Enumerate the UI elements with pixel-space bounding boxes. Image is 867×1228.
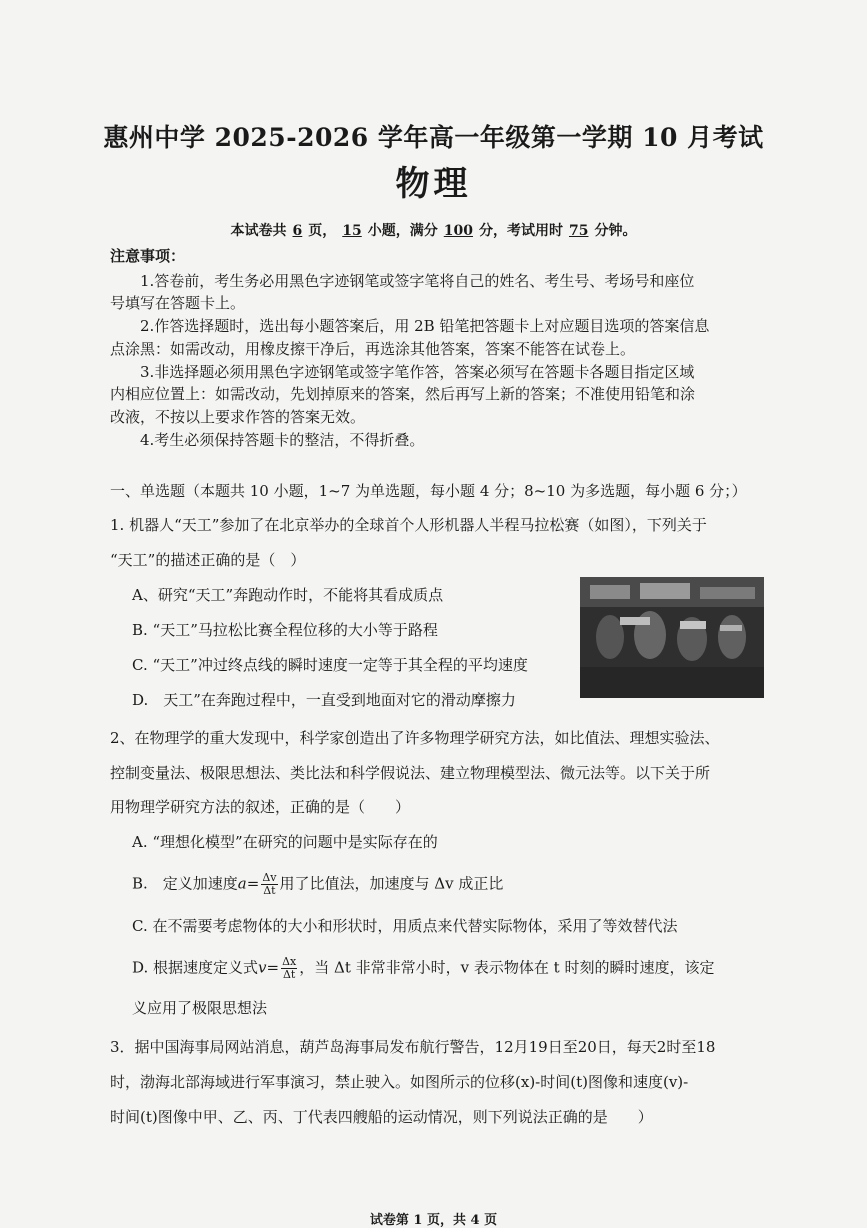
q1-stem: 1. 机器人“天工”参加了在北京举办的全球首个人形机器人半程马拉松赛（如图），下列关于	[110, 516, 707, 534]
q2-option-b: B. 定义加速度a= $\frac{\Delta v}{\Delta t}$ 用了比值法，加速度与 Δv 成正比	[132, 871, 504, 897]
q1-stem-cont: “天工”的描述正确的是（ ）	[110, 551, 306, 569]
note-2-cont: 点涂黑：如需改动，用橡皮擦干净后，再选涂其他答案，答案不能答在试卷上。	[110, 340, 636, 358]
q3-stem-cont2: 时间(t)图像中甲、乙、丙、丁代表四艘船的运动情况，则下列说法正确的是 ）	[110, 1108, 653, 1126]
q2-option-c: C. 在不需要考虑物体的大小和形状时，用质点来代替实际物体，采用了等效替代法	[132, 917, 678, 935]
q2-stem-cont2: 用物理学研究方法的叙述，正确的是（ ）	[110, 798, 411, 816]
fraction-dx-dt: $\frac{\Delta x}{\Delta t}$	[282, 955, 297, 981]
q2-option-d: D. 根据速度定义式v= $\frac{\Delta x}{\Delta t}$ ，当 Δt 非常非常小时，v 表示物体在 t 时刻的瞬时速度，该定	[132, 955, 715, 981]
note-3: 3.非选择题必须用黑色字迹钢笔或签字笔作答，答案必须写在答题卡各题目指定区域	[140, 363, 695, 381]
marathon-photo	[580, 577, 764, 698]
section-heading: 一、单选题（本题共 10 小题，1~7 为单选题，每小题 4 分；8~10 为多选题，每小题 6 分；）	[110, 482, 747, 500]
exam-title: 惠州中学 2025-2026 学年高一年级第一学期 10 月考试	[103, 123, 764, 152]
q2-stem: 2、在物理学的重大发现中，科学家创造出了许多物理学研究方法，如比值法、理想实验法、	[110, 729, 720, 747]
q2-option-d-cont: 义应用了极限思想法	[132, 999, 268, 1017]
exam-minutes: 75	[568, 223, 589, 239]
q1-option-c: C. “天工”冲过终点线的瞬时速度一定等于其全程的平均速度	[132, 656, 528, 674]
note-4: 4.考生必须保持答题卡的整洁，不得折叠。	[140, 431, 425, 449]
q2-stem-cont: 控制变量法、极限思想法、类比法和科学假说法、建立物理模型法、微元法等。以下关于所	[110, 764, 711, 782]
q1-option-d: D. 天工”在奔跑过程中，一直受到地面对它的滑动摩擦力	[132, 691, 516, 709]
fraction-dv-dt: $\frac{\Delta v}{\Delta t}$	[262, 871, 277, 897]
subject-title: 物理	[395, 164, 472, 204]
page-count: 6	[292, 223, 303, 239]
exam-meta: 本试卷共 6 页， 15 小题，满分 100 分，考试用时 75 分钟。	[230, 223, 637, 239]
note-3-cont2: 改液，不按以上要求作答的答案无效。	[110, 408, 366, 426]
question-count: 15	[342, 223, 362, 239]
q3-stem-cont: 时，渤海北部海域进行军事演习，禁止驶入。如图所示的位移(x)-时间(t)图像和速度(v)-	[110, 1073, 689, 1091]
note-1-cont: 号填写在答题卡上。	[110, 294, 246, 312]
marathon-photo-graphic	[580, 577, 764, 698]
note-1: 1.答卷前，考生务必用黑色字迹钢笔或签字笔将自己的姓名、考生号、考场号和座位	[140, 272, 695, 290]
q2-option-a: A. “理想化模型”在研究的问题中是实际存在的	[132, 833, 438, 851]
q3-stem: 3．据中国海事局网站消息，葫芦岛海事局发布航行警告，12月19日至20日，每天2时至18	[110, 1038, 716, 1056]
note-2: 2.作答选择题时，选出每小题答案后，用 2B 铅笔把答题卡上对应题目选项的答案信息	[140, 317, 710, 335]
page-footer: 试卷第 1 页，共 4 页	[369, 1213, 498, 1228]
note-3-cont: 内相应位置上：如需改动，先划掉原来的答案，然后再写上新的答案；不准使用铅笔和涂	[110, 385, 696, 403]
notes-heading: 注意事项：	[110, 247, 186, 265]
total-score: 100	[443, 223, 473, 239]
q1-option-a: A、研究“天工”奔跑动作时，不能将其看成质点	[132, 586, 444, 604]
q1-option-b: B. “天工”马拉松比赛全程位移的大小等于路程	[132, 621, 438, 639]
